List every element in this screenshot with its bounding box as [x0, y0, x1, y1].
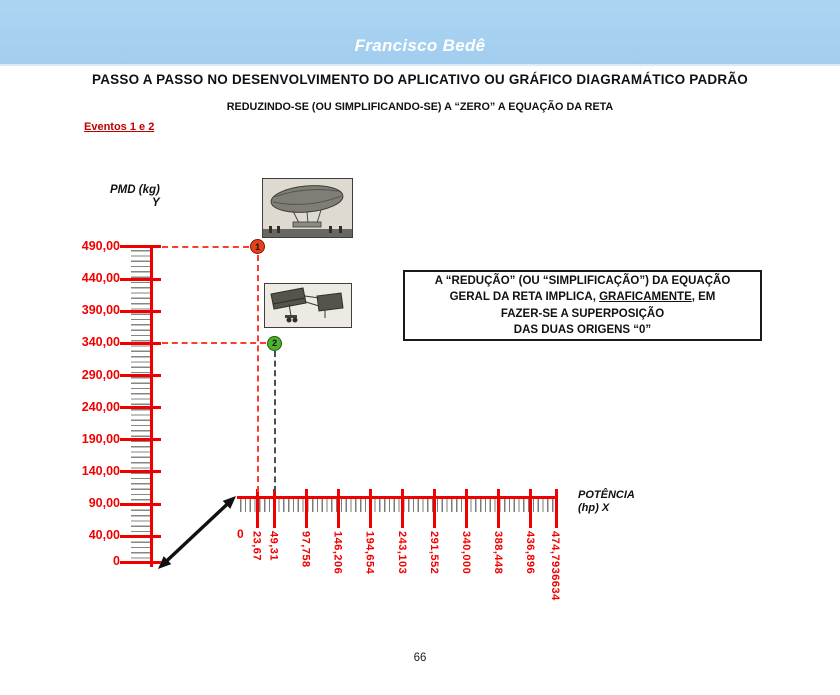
x-axis-tick-label: 340,000 [459, 531, 472, 575]
y-axis-major-tick [120, 535, 161, 538]
x-axis-major-tick [256, 489, 259, 528]
y-axis-tick-label: 490,00 [81, 238, 120, 253]
y-axis-tick-label: 240,00 [81, 399, 120, 414]
x-axis-major-tick [337, 489, 340, 528]
x-axis-major-tick [401, 489, 404, 528]
y-axis-tick-label: 0 [113, 554, 120, 568]
x-axis-tick-label: 436,896 [523, 531, 536, 575]
x-axis-tick-label: 388,448 [491, 531, 504, 575]
biplane-photo [264, 283, 352, 328]
y-axis-major-tick [120, 438, 161, 441]
x-axis-tick-label: 146,206 [331, 531, 344, 575]
y-axis-tick-label: 140,00 [81, 463, 120, 478]
x-axis-major-tick [273, 489, 276, 528]
x-axis-major-tick [433, 489, 436, 528]
page-number: 66 [413, 652, 427, 664]
x-axis-minor-ticks [240, 499, 556, 512]
y-axis-tick-label: 90,00 [88, 496, 120, 511]
y-axis-major-tick [120, 470, 161, 473]
y-axis-major-tick [120, 310, 161, 313]
x-axis-tick-label: 243,103 [395, 531, 408, 575]
data-point-marker-2: 2 [267, 336, 282, 351]
info-box-line4: DAS DUAS ORIGENS “0” [513, 324, 652, 336]
x-axis-tick-label: 474,7936634 [549, 531, 562, 601]
x-axis-line [237, 496, 558, 499]
y-axis-major-tick [120, 406, 161, 409]
info-box-line1: A “REDUÇÃO” (OU “SIMPLIFICAÇÃO”) DA EQUAÇÃO [434, 274, 731, 287]
drop-dashed-line [274, 351, 276, 492]
x-axis-major-tick [555, 489, 558, 528]
x-axis-tick-label: 97,758 [299, 531, 312, 568]
x-axis-tick-label: 291,552 [427, 531, 440, 575]
x-axis-symbol: (hp) X [578, 502, 610, 514]
info-box-line2: GERAL DA RETA IMPLICA, GRAFICAMENTE, EM [449, 291, 716, 303]
x-axis-major-tick [529, 489, 532, 528]
airship-photo [262, 178, 353, 238]
biplane-illustration [265, 284, 351, 327]
y-axis-tick-label: 290,00 [81, 367, 120, 382]
info-box [403, 270, 762, 341]
y-axis-major-tick [120, 503, 161, 506]
slide-title: PASSO A PASSO NO DESENVOLVIMENTO DO APLICATIVO OU GRÁFICO DIAGRAMÁTICO PADRÃO [92, 72, 748, 87]
x-axis-title-text: POTÊNCIA [578, 489, 635, 501]
author-name: Francisco Bedê [354, 36, 486, 55]
double-arrow-icon [148, 484, 248, 580]
info-box-line3: FAZER-SE A SUPERPOSIÇÃO [500, 307, 665, 320]
y-axis-major-tick [120, 245, 161, 248]
leader-dashed-line [162, 342, 266, 344]
x-axis-tick-label: 49,31 [267, 531, 280, 562]
y-axis-tick-label: 190,00 [81, 431, 120, 446]
slide-subtitle: REDUZINDO-SE (OU SIMPLIFICANDO-SE) A “ZERO” A EQUAÇÃO DA RETA [226, 101, 614, 113]
leader-dashed-line [162, 246, 249, 248]
y-axis-tick-label: 440,00 [81, 271, 120, 286]
x-axis-tick-label: 194,654 [363, 531, 376, 575]
y-axis-symbol: Y [152, 197, 160, 209]
x-axis-major-tick [305, 489, 308, 528]
y-axis-tick-label: 390,00 [81, 303, 120, 318]
drop-dashed-line [257, 255, 259, 492]
y-axis-title [110, 184, 160, 210]
y-axis-major-tick [120, 561, 161, 564]
y-axis-tick-label: 340,00 [81, 335, 120, 350]
y-axis-tick-label: 40,00 [88, 528, 120, 543]
x-axis-major-tick [497, 489, 500, 528]
events-link[interactable]: Eventos 1 e 2 [84, 121, 155, 133]
y-axis-title-text: PMD (kg) [110, 184, 160, 196]
y-axis-major-tick [120, 278, 161, 281]
x-axis-tick-label: 23,67 [250, 531, 263, 562]
airship-illustration [263, 179, 352, 237]
x-axis-title [578, 489, 635, 515]
y-axis-major-tick [120, 342, 161, 345]
data-point-marker-1: 1 [250, 239, 265, 254]
x-axis-origin-label: 0 [237, 527, 244, 541]
x-axis-major-tick [465, 489, 468, 528]
x-axis-major-tick [369, 489, 372, 528]
underlined-word: GRAFICAMENTE [599, 291, 692, 303]
y-axis-major-tick [120, 374, 161, 377]
